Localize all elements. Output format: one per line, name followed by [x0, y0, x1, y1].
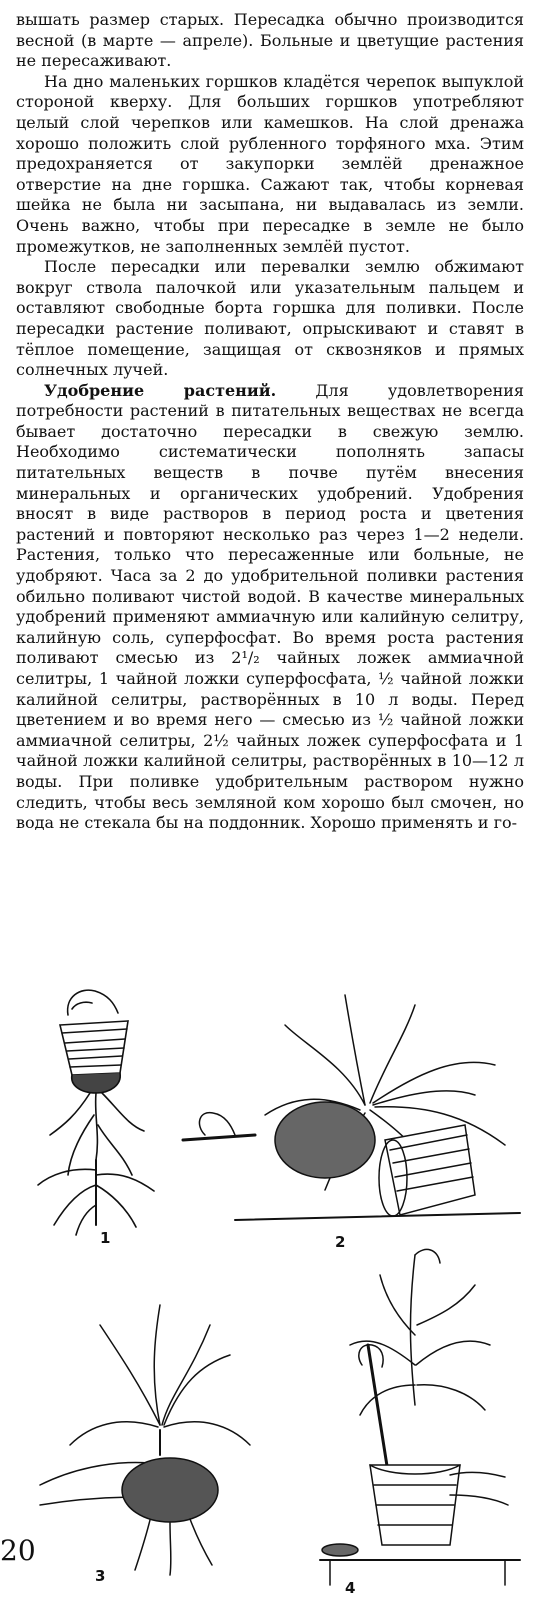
section-heading-fertilizing: Удобрение растений. [44, 380, 277, 400]
figure-4-potting-with-stick-illustration [290, 1215, 535, 1595]
figure-4-label: 4 [345, 1579, 356, 1597]
figure-1-label: 1 [100, 1229, 111, 1247]
paragraph-fertilizing [16, 381, 524, 834]
paragraph-after-transplant: После пересадки или перевалки землю обжимают вокруг ствола палочкой или указательным пальцем и оставляют свободные борта горшка для поливки. После пересадки растение поливают, опрыскивают и ставят в тёплое помещение, защищая от сквозняков и прямых солнечных лучей. [16, 257, 524, 380]
paragraph-transplant-timing: вышать размер старых. Пересадка обычно производится весной (в марте — апреле). Больные и цветущие растения не пересаживают. [16, 10, 524, 71]
figure-1-pot-removal-illustration [10, 985, 170, 1250]
paragraph-fertilizing-body: Для удовлетворения потребности растений в питательных веществах не всегда бывает достаточно пересадки в свежую землю. Необходимо систематически пополнять запасы питательных веществ в почве путём внесения минеральных и органических удобрений. Удобрения вносят в виде растворов в период роста и цветения растений и повторяют несколько раз через 1—2 недели. Растения, только что пересаженные или больные, не удобряют. Часа за 2 до удобрительной поливки растения обильно поливают чистой водой. В качестве минеральных удобрений применяют аммиачную или калийную селитру, калийную соль, суперфосфат. Во время роста растения поливают смесью из 2¹/₂ чайных ложек аммиачной селитры, 1 чайной ложки суперфосфата, ½ чайной ложки калийной селитры, растворённых в 10 л воды. Перед цветением и во время него — смесью из ½ чайной ложки аммиачной селитры, 2½ чайных ложек суперфосфата и 1 чайной ложки калийной селитры, растворённых в 10—12 л воды. При поливке удобрительным раствором нужно следить, чтобы весь земляной ком хорошо был смочен, но вода не стекала бы на поддонник. Хорошо применять и го- [16, 380, 525, 833]
figure-3-root-ball-in-hand-illustration [40, 1285, 270, 1585]
illustrations-area [0, 985, 541, 1604]
page-number: 20 [0, 1534, 36, 1567]
paragraph-drainage: На дно маленьких горшков кладётся черепок выпуклой стороной кверху. Для больших горшков употребляют целый слой черепков или камешков. На слой дренажа хорошо положить слой рубленного торфяного мха. Этим предохраняется от закупорки землёй дренажное отверстие на дне горшка. Сажают так, чтобы корневая шейка не была ни засыпана, ни выдавалась из земли. Очень важно, чтобы при пересадке в земле не было промежутков, не заполненных землёй пустот. [16, 71, 524, 256]
figure-2-label: 2 [335, 1233, 346, 1251]
figure-3-label: 3 [95, 1567, 106, 1585]
text-column [16, 10, 524, 834]
